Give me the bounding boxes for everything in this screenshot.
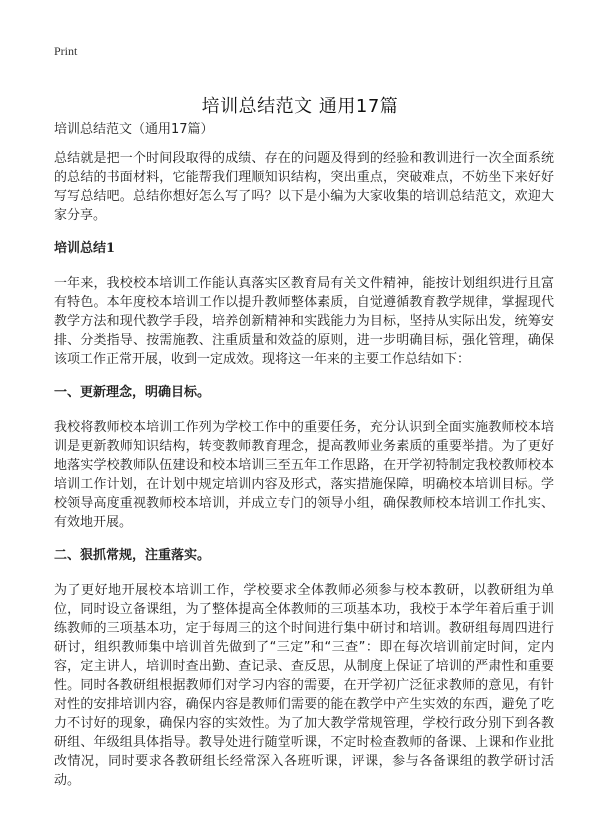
article-subtitle: 培训总结范文（通用17篇） [54, 122, 214, 137]
intro-paragraph: 总结就是把一个时间段取得的成绩、存在的问题及得到的经验和教训进行一次全面系统的总结的书面材料，它能帮我们理顺知识结构，突出重点，突破难点，不妨坐下来好好写写总结吧。总结你想好怎么写了吗？以下是小编为大家收集的培训总结范文，欢迎大家分享。 [54, 151, 554, 223]
part-heading-2: 二、狠抓常规，注重落实。 [54, 548, 211, 563]
article-body [54, 120, 554, 804]
section-heading-1: 培训总结1 [54, 241, 116, 256]
page-title: 培训总结范文 通用17篇 [201, 96, 399, 118]
part-heading-1: 一、更新理念，明确目标。 [54, 385, 211, 400]
part-2-paragraph: 为了更好地开展校本培训工作，学校要求全体教师必须参与校本教研，以教研组为单位，同时设立备课组，为了整体提高全体教师的三项基本功，我校于本学年着后重于训练教师的三项基本功，定于每周三的这个时间进行集中研讨和培训。教研组每周四进行研讨，组织教师集中培训首先做到了“三定”和“三查”：即在每次培训前定时间，定内容，定主讲人，培训时查出勤、查记录、查反思，从制度上保证了培训的严肃性和重要性。同时各教研组根据教师们对学习内容的需要，在开学初广泛征求教师的意见，有针对性的安排培训内容，确保内容是教师们需要的能在教学中产生实效的东西，避免了吃力不讨好的现象，确保内容的实效性。为了加大教学常规管理，学校行政分别下到各教研组、年级组具体指导。教导处进行随堂听课，不定时检查教师的备课、上课和作业批改情况，同时要求各教研组长经常深入各班听课，评课，参与各备课组的教学研讨活动。 [54, 583, 554, 788]
print-link[interactable]: Print [54, 44, 78, 58]
section-1-paragraph: 一年来，我校校本培训工作能认真落实区教育局有关文件精神，能按计划组织进行且富有特色。本年度校本培训工作以提升教师整体素质，自觉遵循教育教学规律，掌握现代教学方法和现代教学手段，培养创新精神和实践能力为目标，坚持从实际出发，统筹安排、分类指导、按需施教、注重质量和效益的原则，进一步明确目标，强化管理，确保该项工作正常开展，收到一定成效。现将这一年来的主要工作总结如下： [54, 276, 554, 367]
part-1-paragraph: 我校将教师校本培训工作列为学校工作中的重要任务，充分认识到全面实施教师校本培训是更新教师知识结构，转变教师教育理念，提高教师业务素质的重要举措。为了更好地落实学校教师队伍建设和校本培训三至五年工作思路，在开学初特制定我校教师校本培训工作计划，在计划中规定培训内容及形式，落实措施保障，明确校本培训目标。学校领导高度重视教师校本培训，并成立专门的领导小组，确保教师校本培训工作扎实、有效地开展。 [54, 420, 554, 530]
